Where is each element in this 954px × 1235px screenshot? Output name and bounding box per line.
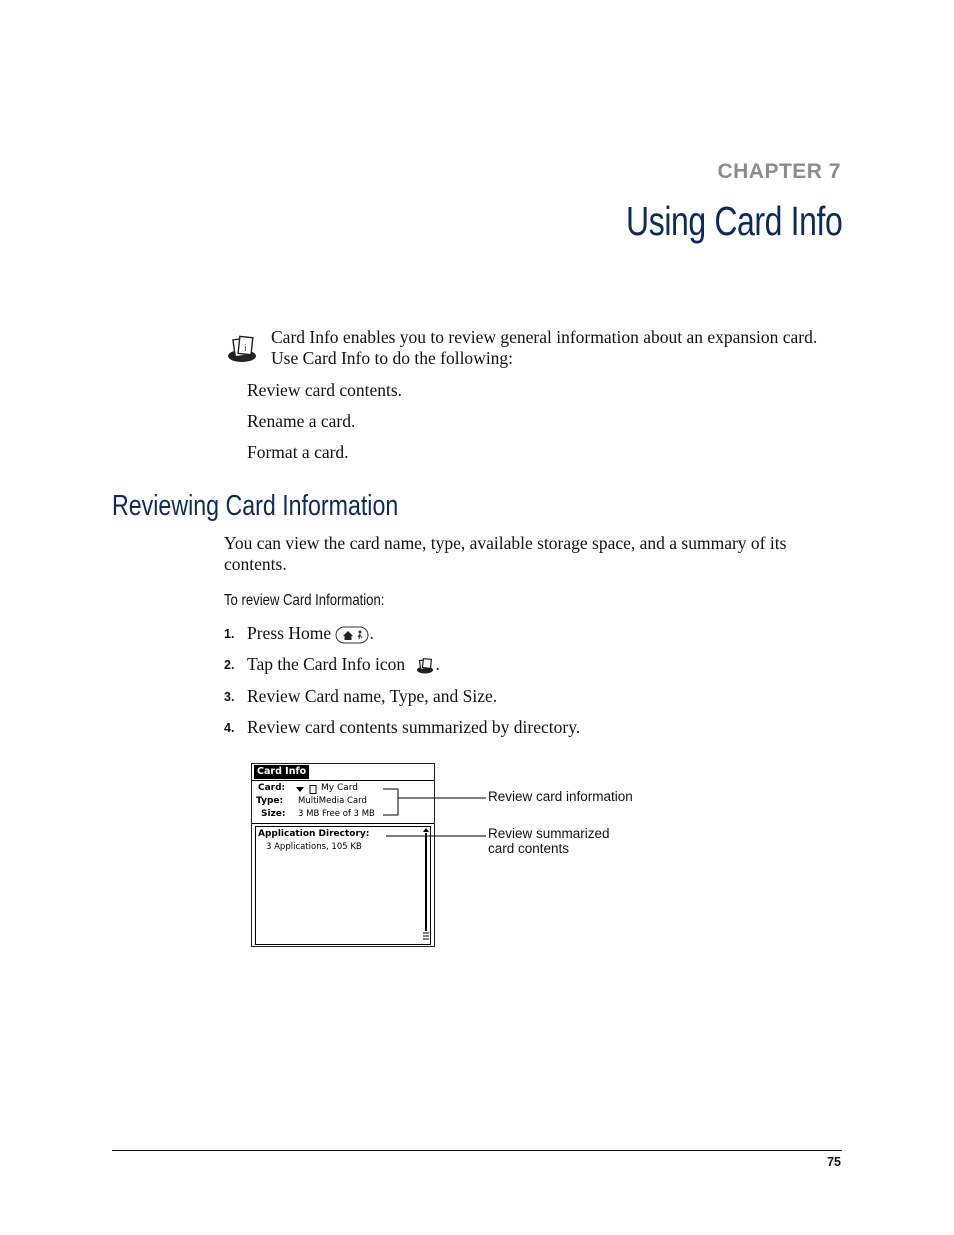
home-button-icon — [335, 626, 369, 644]
size-label: Size: — [261, 809, 286, 819]
card-info-note-icon — [226, 334, 260, 364]
section-heading: Reviewing Card Information — [112, 490, 399, 522]
directory-label: Application Directory: — [258, 829, 370, 839]
callout-summary-line: card contents — [488, 841, 570, 856]
step-number: 2. — [224, 658, 235, 672]
screen-title-bar — [252, 764, 434, 781]
type-label: Type: — [256, 796, 284, 806]
step-number: 4. — [224, 721, 235, 735]
procedure-heading: To review Card Information: — [224, 592, 385, 609]
chapter-title: Using Card Info — [625, 198, 842, 244]
callout-summary-line: Review summarized — [488, 826, 610, 841]
type-value: MultiMedia Card — [298, 796, 367, 806]
footer-rule — [112, 1150, 842, 1151]
step-1 — [247, 623, 374, 644]
card-dropdown-icon — [296, 785, 318, 795]
step-text: Tap the Card Info icon — [247, 654, 406, 674]
callout-card-info: Review card information — [488, 789, 633, 804]
section-paragraph: You can view the card name, type, available storage space, and a summary of its contents. — [224, 533, 787, 574]
intro-text: Card Info enables you to review general information about an expansion card. Use Card Info to do the following: — [271, 327, 818, 368]
size-value: 3 MB Free of 3 MB — [298, 809, 375, 819]
step-text-end: . — [369, 623, 374, 643]
intro-item: Review card contents. — [247, 380, 403, 400]
page-number: 75 — [827, 1155, 841, 1169]
card-info-icon — [414, 657, 436, 675]
step-number: 1. — [224, 627, 235, 641]
step-text: Press Home — [247, 623, 332, 643]
step-2 — [247, 654, 440, 675]
chapter-label: CHAPTER 7 — [717, 160, 841, 183]
card-label: Card: — [258, 783, 286, 793]
step-3: Review Card name, Type, and Size. — [247, 686, 498, 706]
screen-title: Card Info — [254, 765, 309, 779]
step-number: 3. — [224, 690, 235, 704]
card-name-value: My Card — [321, 783, 359, 793]
svg-text:i: i — [244, 344, 247, 354]
callout-summary — [488, 826, 610, 856]
directory-value: 3 Applications, 105 KB — [266, 842, 362, 852]
intro-item: Format a card. — [247, 442, 349, 462]
step-text-end: . — [435, 654, 440, 674]
intro-item: Rename a card. — [247, 411, 356, 431]
callout-lines — [380, 785, 490, 845]
step-4: Review card contents summarized by directory. — [247, 717, 581, 737]
